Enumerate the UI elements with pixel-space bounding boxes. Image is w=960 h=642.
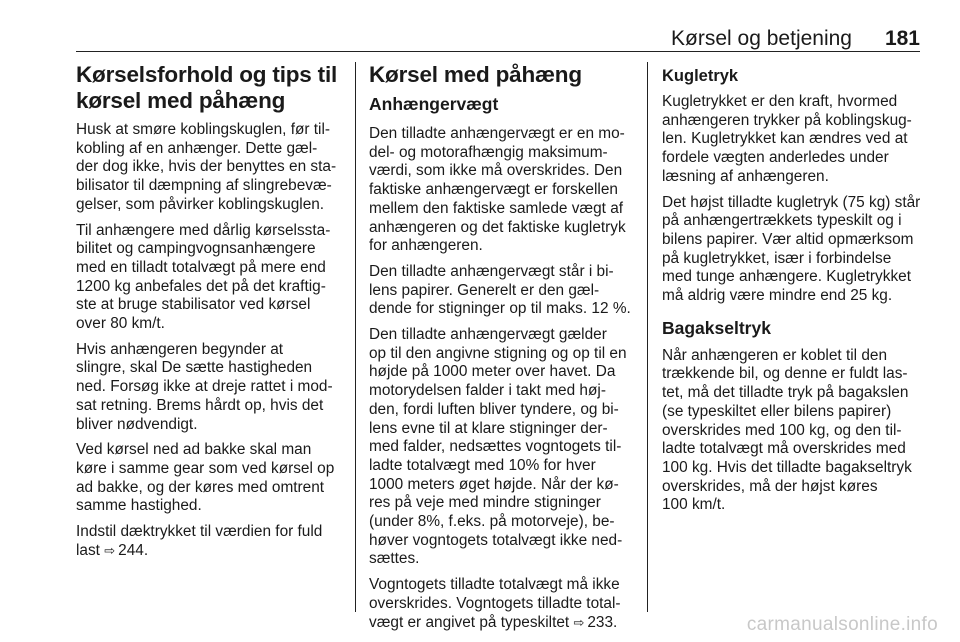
text-line: på anhængertrækkets typeskilt og i (662, 212, 902, 230)
text-line: gelser, som påvirker koblingskuglen. (76, 195, 325, 213)
text-line: ladte totalvægt må overskrides med (662, 440, 906, 458)
text-line: trækkende bil, og denne er fuldt las- (662, 365, 908, 383)
text-line: Vogntogets tilladte totalvægt må ikke (369, 576, 620, 594)
text-line: Til anhængere med dårlig kørselssta- (76, 221, 331, 239)
text-line: Den tilladte anhængervægt står i bi- (369, 262, 614, 280)
text-line: overskrides, må der højst køres (662, 477, 878, 495)
reference-arrow-icon: ⇨ (573, 614, 585, 630)
text-line: læsning af anhængeren. (662, 167, 829, 185)
text-line: (se typeskiltet eller bilens papirer) (662, 402, 892, 420)
text-line: køre i samme gear som ved kørsel op (76, 459, 335, 477)
text-line: slingre, skal De sætte hastigheden (76, 359, 313, 377)
text-line: bliver nødvendigt. (76, 415, 198, 433)
text-line: Husk at smøre koblingskuglen, før til- (76, 121, 331, 138)
text-line: Indstil dæktrykket til værdien for fuld (76, 523, 323, 541)
text-line: 100 km/t. (662, 496, 726, 514)
text-line: der dog ikke, hvis der benyttes en sta- (76, 158, 337, 176)
subsection-heading: Kugletryk (662, 67, 739, 85)
text-line: kobling af en anhænger. Dette gæl- (76, 139, 318, 157)
section-heading: Kørsel med påhæng (369, 62, 582, 87)
column-divider (647, 62, 648, 612)
paragraph (76, 222, 344, 334)
text-line: ste at bruge stabilisator ved kørsel (76, 296, 311, 314)
text-line: op til den angivne stigning og op til en (369, 344, 627, 362)
text-line: bilens papirer. Vær altid opmærksom (662, 230, 914, 248)
column-driving-tips (76, 62, 344, 567)
text-line: lens papirer. Generelt er den gæl- (369, 281, 600, 299)
watermark: carmanualsonline.info (746, 614, 938, 635)
text-line: anhængeren trykker på koblingskug- (662, 111, 912, 129)
column-coupling-load (662, 62, 932, 522)
text-line: bilisator til dæmpning af slingrebevæ- (76, 177, 332, 195)
text-line: overskrides. Vogntogets tilladte total- (369, 594, 621, 612)
text-line: res på veje med mindre stigninger (369, 494, 601, 512)
paragraph (662, 347, 932, 515)
text-line: ladte totalvægt med 10% for hver (369, 456, 596, 474)
header-divider (76, 51, 920, 52)
text-line: for anhængeren. (369, 237, 483, 255)
paragraph (369, 576, 637, 632)
text-line: med falder, nedsættes vogntogets til- (369, 438, 622, 456)
paragraph (369, 263, 637, 319)
text-line: den, fordi luften bliver tyndere, og bi- (369, 400, 619, 418)
text-line: må aldrig være mindre end 25 kg. (662, 287, 893, 305)
section-heading (76, 62, 344, 114)
text-line: med tunge anhængere. Kugletrykket (662, 268, 911, 286)
paragraph (662, 93, 932, 187)
paragraph (76, 441, 344, 516)
page-number: 181 (884, 27, 920, 50)
text-line: Det højst tilladte kugletryk (75 kg) står (662, 193, 921, 211)
text-line: Den tilladte anhængervægt gælder (369, 326, 607, 344)
text-line: 1000 meters øget højde. Når der kø- (369, 475, 619, 493)
subsection-heading: Anhængervægt (369, 94, 499, 114)
text-line: over 80 km/t. (76, 315, 165, 333)
cross-reference[interactable]: last ⇨ 244. (76, 541, 149, 559)
text-line: sat retning. Brems hårdt op, hvis det (76, 396, 324, 414)
text-line: ned. Forsøg ikke at dreje rattet i mod- (76, 378, 333, 396)
cross-reference[interactable]: vægt er angivet på typeskiltet ⇨ 233. (369, 613, 618, 631)
text-line: højde på 1000 meter over havet. Da (369, 363, 616, 381)
section-title: Kørsel og betjening (671, 27, 852, 50)
text-line: anhængeren og det faktiske kugletryk (369, 218, 626, 236)
text-line: sættes. (369, 550, 420, 568)
text-line: Kørselsforhold og tips til (76, 62, 338, 87)
column-divider (355, 62, 356, 612)
text-line: kørsel med påhæng (76, 88, 286, 113)
text-line: fordele vægten anderledes under (662, 149, 889, 167)
text-line: ad bakke, og der køres med omtrent (76, 478, 325, 496)
text-line: del- og motorafhængig maksimum- (369, 143, 608, 161)
paragraph (76, 523, 344, 560)
text-line: 1200 kg anbefales det på det kraftig- (76, 277, 326, 295)
column-towing (369, 62, 637, 639)
paragraph (662, 194, 932, 306)
text-line: tet, må det tilladte tryk på bagakslen (662, 384, 909, 402)
text-line: bilitet og campingvognsanhængere (76, 240, 316, 258)
text-line: samme hastighed. (76, 497, 202, 515)
paragraph (76, 121, 344, 215)
text-line: Hvis anhængeren begynder at (76, 340, 284, 358)
text-line: lens evne til at klare stigninger der- (369, 419, 608, 437)
reference-arrow-icon: ⇨ (104, 542, 116, 558)
text-line: overskrides med 100 kg, og den til- (662, 421, 902, 439)
text-line: værdi, som ikke må overskrides. Den (369, 162, 623, 180)
text-line: Kugletrykket er den kraft, hvormed (662, 93, 898, 110)
paragraph (369, 125, 637, 256)
paragraph (369, 326, 637, 569)
text-line: Når anhængeren er koblet til den (662, 346, 888, 364)
text-line: len. Kugletrykket kan ændres ved at (662, 130, 908, 148)
text-line: faktiske anhængervægt er forskellen (369, 181, 618, 199)
page-header (76, 28, 920, 50)
paragraph (76, 341, 344, 435)
text-line: 100 kg. Hvis det tilladte bagakseltryk (662, 458, 912, 476)
text-line: dende for stigninger op til maks. 12 %. (369, 300, 631, 318)
text-line: med en tilladt totalvægt på mere end (76, 258, 326, 276)
text-line: Ved kørsel ned ad bakke skal man (76, 441, 312, 459)
text-line: (under 8%, f.eks. på motorveje), be- (369, 513, 615, 531)
text-line: høver vogntogets totalvægt ikke ned- (369, 531, 623, 549)
text-line: motorydelsen falder i takt med høj- (369, 382, 606, 400)
text-line: på kugletrykket, især i forbindelse (662, 249, 892, 267)
text-line: mellem den faktiske samlede vægt af (369, 199, 624, 217)
subsection-heading: Bagakseltryk (662, 317, 771, 338)
text-line: Den tilladte anhængervægt er en mo- (369, 125, 625, 142)
